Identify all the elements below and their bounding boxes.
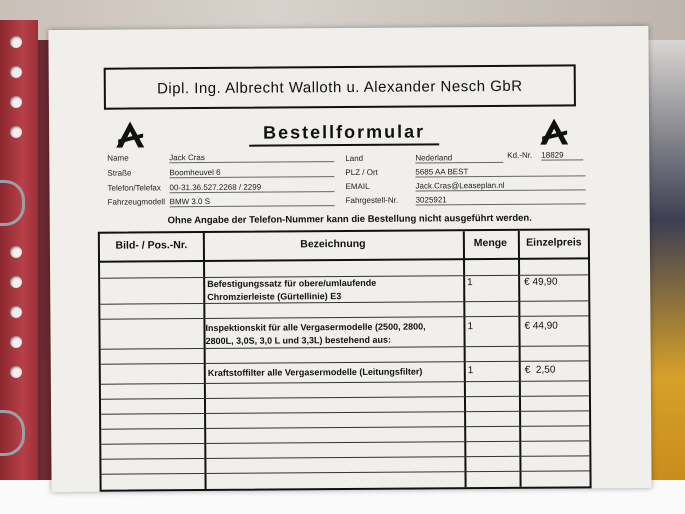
row-3-menge: 1 <box>467 365 474 377</box>
name-label: Name <box>107 153 129 163</box>
logo-left-icon <box>113 119 147 149</box>
binder-ring <box>0 410 25 456</box>
punch-hole <box>10 36 22 48</box>
phone-notice: Ohne Angabe der Telefon-Nummer kann die Bestellung nicht ausgeführt werden. <box>167 212 532 227</box>
row-line <box>100 315 588 319</box>
punch-hole <box>10 366 22 378</box>
table-row <box>205 320 425 348</box>
row-line <box>101 470 589 474</box>
fahrgestell-label: Fahrgestell-Nr. <box>345 195 399 206</box>
row-line <box>101 440 589 444</box>
column-divider <box>203 233 206 489</box>
telefon-value: 00-31.36.527.2268 / 2299 <box>169 182 334 193</box>
binder-sleeve <box>0 20 38 500</box>
strasse-label: Straße <box>107 168 132 178</box>
table-row <box>207 277 376 304</box>
email-label: EMAIL <box>345 181 370 192</box>
row-1-desc-line1: Befestigungssatz für obere/umlaufende <box>207 277 377 289</box>
punch-hole <box>10 96 22 108</box>
plz-value: 5685 AA BEST <box>415 166 585 177</box>
punch-hole <box>10 66 22 78</box>
row-2-desc-line1: Inspektionskit für alle Vergasermodelle (2500, 2800, <box>205 321 426 334</box>
row-1-preis: € 49,90 <box>524 276 558 288</box>
order-table <box>98 228 592 491</box>
punch-hole <box>10 276 22 288</box>
punch-hole <box>10 306 22 318</box>
row-line <box>101 410 589 414</box>
column-divider <box>518 231 521 487</box>
logo-right-icon <box>537 116 571 146</box>
row-1-desc-line2: Chromzierleiste (Gürtellinie) E3 <box>207 291 342 302</box>
row-line <box>101 455 589 459</box>
row-3-preis: € 2,50 <box>524 364 556 376</box>
kdnr-value: 18829 <box>541 150 583 160</box>
punch-hole <box>10 126 22 138</box>
strasse-value: Boomheuvel 6 <box>169 167 334 178</box>
fahrgestell-value: 3025921 <box>416 194 586 205</box>
kdnr-label: Kd.-Nr. <box>507 150 533 160</box>
punch-hole <box>10 336 22 348</box>
row-line <box>101 395 589 399</box>
fahrzeug-label: Fahrzeugmodell <box>107 197 166 207</box>
land-value: Nederland <box>415 153 503 164</box>
plz-label: PLZ / Ort <box>345 167 378 178</box>
header-divider <box>100 257 588 262</box>
name-value: Jack Cras <box>169 152 334 163</box>
fahrzeug-value: BMW 3.0 S <box>170 196 335 207</box>
row-2-preis: € 44,90 <box>524 320 558 332</box>
column-divider <box>463 231 466 487</box>
row-2-menge: 1 <box>467 321 474 333</box>
header-bezeichnung: Bezeichnung <box>300 237 366 251</box>
row-line <box>101 360 589 364</box>
form-title: Bestellformular <box>249 121 439 146</box>
row-3-desc-line1: Kraftstoffilter alle Vergasermodelle (Leitungsfilter) <box>207 366 423 378</box>
row-1-menge: 1 <box>467 277 473 289</box>
order-form-sheet <box>48 26 651 492</box>
table-row <box>208 365 423 379</box>
company-name-box <box>104 64 576 109</box>
row-line <box>101 425 589 429</box>
header-menge: Menge <box>473 236 508 250</box>
company-name: Dipl. Ing. Albrecht Walloth u. Alexander Nesch GbR <box>157 77 523 97</box>
punch-hole <box>10 246 22 258</box>
row-line <box>101 380 589 384</box>
row-2-desc-line2: 2800L, 3,0S, 3,0 L und 3,3L) bestehend aus: <box>205 334 392 347</box>
binder-ring <box>0 180 25 226</box>
telefon-label: Telefon/Telefax <box>107 183 161 193</box>
header-pos: Bild- / Pos.-Nr. <box>115 239 188 252</box>
email-value: Jack.Cras@Leaseplan.nl <box>415 180 585 191</box>
header-einzelpreis: Einzelpreis <box>526 236 582 249</box>
land-label: Land <box>345 153 364 164</box>
